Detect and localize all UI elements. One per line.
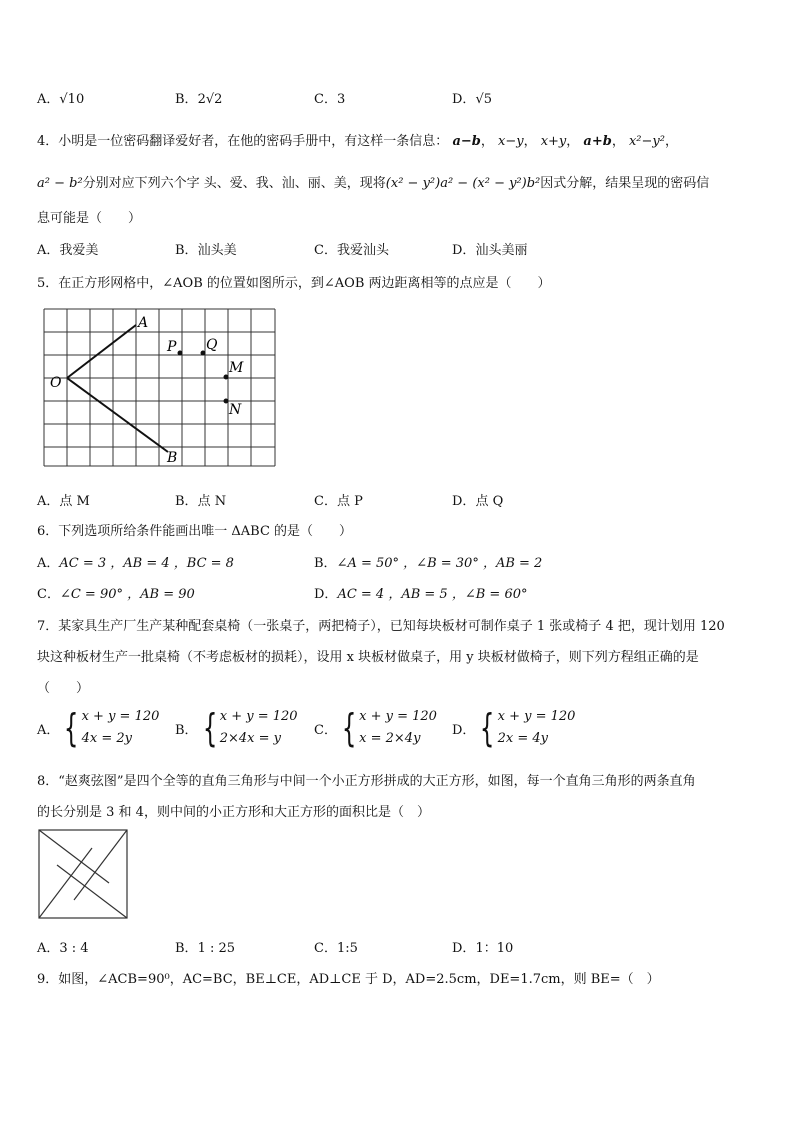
option-letter: A．: [37, 92, 60, 107]
q8-option-d: [452, 937, 513, 956]
option-letter: B．: [175, 722, 198, 738]
option-value: 2√2: [197, 92, 223, 107]
label-p: P: [167, 339, 177, 355]
triangle-edge: [74, 830, 127, 900]
option-value: 点 M: [59, 494, 90, 509]
option-letter: D．: [452, 494, 476, 509]
option-letter: D．: [452, 243, 476, 258]
q4-line2-tail: 因式分解，结果呈现的密码信: [540, 176, 710, 191]
label-a: A: [138, 315, 149, 331]
q7-option-a: [37, 706, 159, 750]
equation-1: x + y = 120: [359, 709, 437, 724]
q9-text: 9．如图，∠ACB=90⁰，AC=BC，BE⊥CE，AD⊥CE 于 D，AD=2.5cm，DE=1.7cm，则 BE=（ ）: [37, 972, 660, 987]
option-letter: A．: [37, 722, 60, 738]
option-value: 1：10: [475, 941, 514, 956]
q5-grid-figure: [40, 305, 280, 470]
q5-text: 5．在正方形网格中，∠AOB 的位置如图所示，到∠AOB 两边距离相等的点应是（ ）: [37, 276, 551, 291]
option-letter: D．: [314, 587, 338, 602]
q4-term-5: x²−y²: [628, 134, 665, 149]
q4-expression: (x² − y²)a² − (x² − y²)b²: [385, 176, 541, 191]
q6-option-c: [37, 583, 195, 602]
option-value: 1:5: [336, 941, 358, 956]
option-value: 3 : 4: [59, 941, 89, 956]
label-m: M: [229, 360, 244, 376]
option-value: AC = 4 ，AB = 5 ，∠B = 60°: [337, 587, 528, 602]
option-letter: A．: [37, 243, 60, 258]
option-value: 点 N: [197, 494, 227, 509]
brace: {: [480, 706, 495, 750]
option-letter: C．: [314, 494, 337, 509]
q3-option-d: [452, 88, 492, 107]
triangle-edge: [57, 865, 127, 918]
q6-option-d: [314, 583, 527, 602]
q4-term-1: a−b: [452, 134, 481, 149]
q6-option-a: [37, 552, 234, 571]
q4-term-3: x+y: [540, 134, 567, 149]
brace: {: [341, 706, 357, 750]
q4-number: 4．: [37, 134, 59, 149]
point-q: [201, 351, 206, 356]
option-letter: A．: [37, 494, 60, 509]
option-letter: A．: [37, 556, 60, 571]
q3-option-b: [175, 88, 222, 107]
label-b: B: [167, 450, 178, 466]
q7-line1: 7．某家具生产厂生产某种配套桌椅（一张桌子，两把椅子），已知每块板材可制作桌子 1 张或椅子 4 把，现计划用 120: [37, 619, 725, 634]
equation-2: 4x = 2y: [81, 731, 132, 746]
q8-option-b: [175, 937, 235, 956]
option-value: AC = 3 ，AB = 4 ，BC = 8: [59, 556, 234, 571]
q4-a2b2: a² − b²: [37, 176, 83, 191]
brace: {: [202, 706, 217, 750]
option-letter: C．: [314, 722, 337, 738]
option-letter: C．: [37, 587, 60, 602]
q7-option-c: [314, 706, 437, 750]
q5-option-c: [314, 490, 363, 509]
equation-1: x + y = 120: [497, 709, 576, 724]
q4-option-d: [452, 239, 527, 258]
q4-option-a: [37, 239, 98, 258]
option-letter: B．: [175, 92, 198, 107]
option-letter: B．: [175, 941, 198, 956]
option-value: 我爱美: [59, 243, 99, 258]
q4-term-2: x−y: [497, 134, 524, 149]
equation-2: 2×4x = y: [219, 731, 282, 746]
q4-line1: 4．小明是一位密码翻译爱好者，在他的密码手册中，有这样一条信息： a−b， x−y， x+y， a+b， x²−y²，: [37, 134, 678, 149]
equation-2: x = 2×4y: [359, 731, 421, 746]
label-o: O: [50, 375, 62, 391]
equation-system: [498, 706, 576, 750]
q6-option-b: [314, 552, 542, 571]
option-letter: D．: [452, 941, 476, 956]
option-value: 3: [336, 92, 346, 107]
option-letter: B．: [175, 494, 198, 509]
q4-option-b: [175, 239, 237, 258]
label-n: N: [229, 402, 242, 418]
point-p: [178, 351, 183, 356]
option-value: 汕头美: [197, 243, 237, 258]
option-letter: C．: [314, 92, 337, 107]
option-value: √10: [59, 92, 85, 107]
q5-option-a: [37, 490, 90, 509]
equation-system: [220, 706, 298, 750]
ray-ob: [67, 378, 168, 452]
equation-system: [82, 706, 160, 750]
q3-option-a: [37, 88, 84, 107]
q6-text: 6．下列选项所给条件能画出唯一 ΔABC 的是（ ）: [37, 524, 353, 539]
label-q: Q: [206, 337, 218, 353]
option-letter: B．: [314, 556, 337, 571]
q7-option-b: [175, 706, 298, 750]
option-letter: C．: [314, 941, 337, 956]
equation-system: [359, 706, 437, 750]
option-letter: A．: [37, 941, 60, 956]
q8-option-c: [314, 937, 358, 956]
equation-1: x + y = 120: [81, 709, 160, 724]
equation-2: 2x = 4y: [497, 731, 548, 746]
q8-option-a: [37, 937, 89, 956]
option-value: 点 Q: [475, 494, 504, 509]
option-value: ∠C = 90° ，AB = 90: [59, 587, 195, 602]
q7-line2: 块这种板材生产一批桌椅（不考虑板材的损耗），设用 x 块板材做桌子，用 y 块板材做椅子，则下列方程组正确的是: [37, 650, 699, 665]
triangle-edge: [39, 848, 92, 918]
q8-line2: 的长分别是 3 和 4，则中间的小正方形和大正方形的面积比是（ ）: [37, 805, 430, 820]
point-n: [224, 399, 229, 404]
q4-line2: [37, 172, 709, 191]
brace: {: [64, 706, 79, 750]
option-value: 汕头美丽: [475, 243, 528, 258]
ray-oa: [67, 325, 136, 378]
q5-option-d: [452, 490, 503, 509]
option-value: 我爱汕头: [336, 243, 389, 258]
option-letter: D．: [452, 722, 476, 738]
equation-1: x + y = 120: [219, 709, 298, 724]
q4-line2-text: 分别对应下列六个字 头、爱、我、汕、丽、美，现将: [82, 176, 386, 191]
option-value: 点 P: [336, 494, 363, 509]
q8-line1: 8．“赵爽弦图”是四个全等的直角三角形与中间一个小正方形拼成的大正方形，如图，每一个直角三角形的两条直角: [37, 774, 696, 789]
option-letter: B．: [175, 243, 198, 258]
option-value: 1 : 25: [197, 941, 236, 956]
option-letter: C．: [314, 243, 337, 258]
q4-line3: 息可能是（ ）: [37, 211, 142, 226]
triangle-edge: [39, 830, 109, 883]
outer-square: [39, 830, 127, 918]
q4-intro-text: 小明是一位密码翻译爱好者，在他的密码手册中，有这样一条信息：: [58, 134, 449, 149]
q7-line3: （ ）: [37, 681, 90, 696]
point-m: [224, 375, 229, 380]
q4-option-c: [314, 239, 389, 258]
option-value: ∠A = 50° ，∠B = 30° ，AB = 2: [336, 556, 543, 571]
q5-option-b: [175, 490, 226, 509]
q7-option-d: [452, 706, 575, 750]
option-letter: D．: [452, 92, 476, 107]
q3-option-c: [314, 88, 345, 107]
q8-zhao-shuang-figure: [37, 828, 131, 922]
option-value: √5: [475, 92, 492, 107]
q4-term-4: a+b: [583, 134, 612, 149]
